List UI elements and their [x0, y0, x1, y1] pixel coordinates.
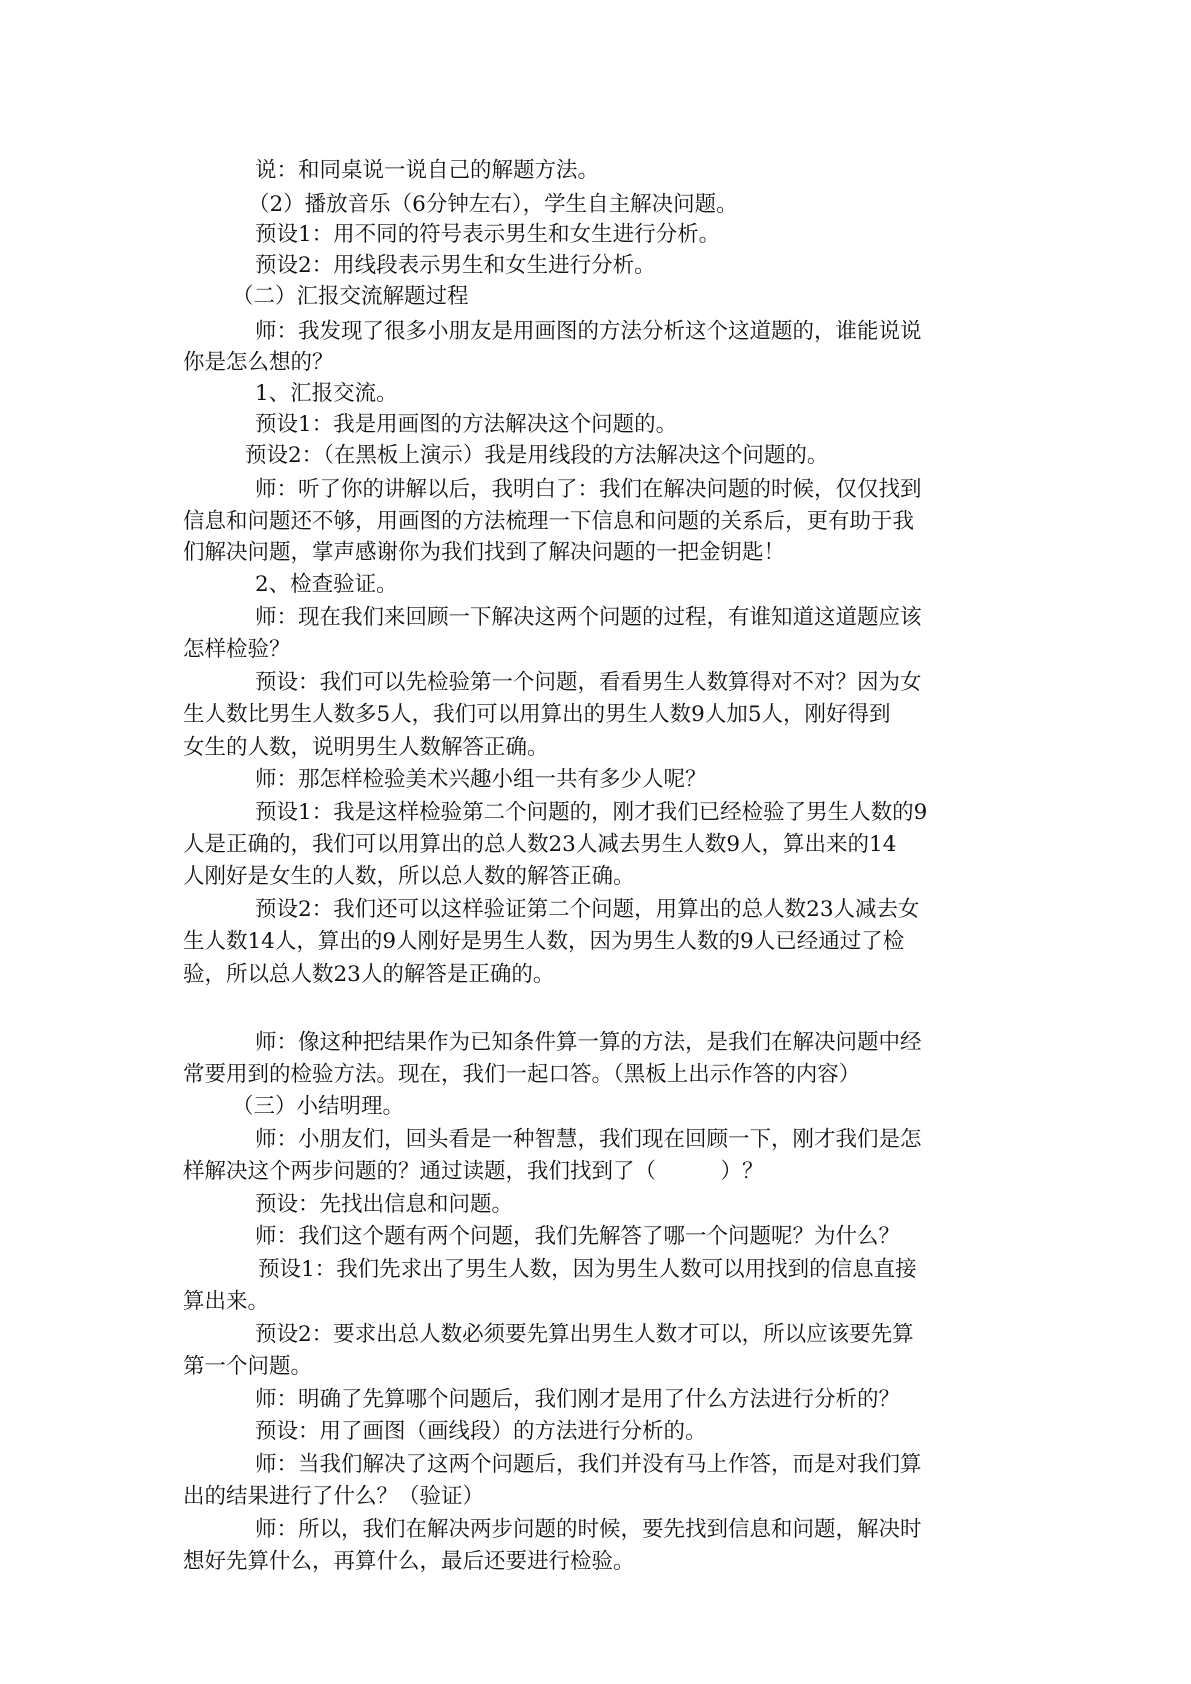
text-line: 师：明确了先算哪个问题后，我们刚才是用了什么方法进行分析的？ [255, 1387, 901, 1412]
text-line: 你是怎么想的？ [183, 350, 334, 375]
text-line: 算出来。 [183, 1289, 270, 1314]
text-line: 女生的人数，说明男生人数解答正确。 [183, 735, 549, 760]
text-line: 1、汇报交流。 [255, 381, 398, 406]
text-line: 生人数14人，算出的9人刚好是男生人数，因为男生人数的9人已经通过了检 [183, 929, 905, 954]
text-line: 预设1：我是用画图的方法解决这个问题的。 [255, 412, 678, 437]
section-heading: （三）小结明理。 [232, 1094, 405, 1119]
text-line: 样解决这个两步问题的？通过读题，我们找到了（ ）？ [183, 1159, 764, 1184]
text-line: 预设2：我们还可以这样验证第二个问题，用算出的总人数23人减去女 [255, 897, 920, 922]
text-line: 人刚好是女生的人数，所以总人数的解答正确。 [183, 864, 635, 889]
text-line: 想好先算什么，再算什么，最后还要进行检验。 [183, 1549, 635, 1574]
text-line: 们解决问题，掌声感谢你为我们找到了解决问题的一把金钥匙！ [183, 540, 786, 565]
text-line: 生人数比男生人数多5人，我们可以用算出的男生人数9人加5人，刚好得到 [183, 702, 891, 727]
text-line: 预设2：用线段表示男生和女生进行分析。 [255, 253, 656, 278]
text-line: 说：和同桌说一说自己的解题方法。 [255, 158, 600, 183]
text-line: 预设：我们可以先检验第一个问题，看看男生人数算得对不对？因为女 [255, 670, 922, 695]
text-line: 师：像这种把结果作为已知条件算一算的方法，是我们在解决问题中经 [255, 1030, 922, 1055]
text-line: 师：当我们解决了这两个问题后，我们并没有马上作答，而是对我们算 [255, 1452, 922, 1477]
text-line: 预设：用了画图（画线段）的方法进行分析的。 [255, 1419, 707, 1444]
text-line: 师：现在我们来回顾一下解决这两个问题的过程，有谁知道这道题应该 [255, 605, 922, 630]
section-heading: （二）汇报交流解题过程 [232, 284, 469, 309]
text-line: 预设1：用不同的符号表示男生和女生进行分析。 [255, 222, 721, 247]
text-line: 怎样检验？ [183, 637, 291, 662]
text-line: 第一个问题。 [183, 1354, 313, 1379]
text-line: 预设2：（在黑板上演示）我是用线段的方法解决这个问题的。 [245, 443, 829, 468]
text-line: 师：我发现了很多小朋友是用画图的方法分析这个这道题的，谁能说说 [255, 319, 922, 344]
text-line: 师：小朋友们，回头看是一种智慧，我们现在回顾一下，刚才我们是怎 [255, 1127, 922, 1152]
text-line: 常要用到的检验方法。现在，我们一起口答。（黑板上出示作答的内容） [183, 1062, 861, 1087]
text-line: 师：我们这个题有两个问题，我们先解答了哪一个问题呢？为什么？ [255, 1224, 901, 1249]
text-line: （2）播放音乐（6分钟左右），学生自主解决问题。 [248, 192, 738, 217]
text-line: 预设2：要求出总人数必须要先算出男生人数才可以，所以应该要先算 [255, 1322, 914, 1347]
text-line: 验，所以总人数23人的解答是正确的。 [183, 962, 555, 987]
text-line: 师：所以，我们在解决两步问题的时候，要先找到信息和问题，解决时 [255, 1517, 922, 1542]
text-line: 2、检查验证。 [255, 572, 398, 597]
text-line: 师：听了你的讲解以后，我明白了：我们在解决问题的时候，仅仅找到 [255, 477, 922, 502]
text-line: 信息和问题还不够，用画图的方法梳理一下信息和问题的关系后，更有助于我 [183, 509, 915, 534]
text-line: 预设1：我是这样检验第二个问题的，刚才我们已经检验了男生人数的9 [255, 800, 928, 825]
text-line: 预设1：我们先求出了男生人数，因为男生人数可以用找到的信息直接 [258, 1257, 917, 1282]
text-line: 出的结果进行了什么？（验证） [183, 1484, 485, 1509]
text-line: 师：那怎样检验美术兴趣小组一共有多少人呢？ [255, 767, 707, 792]
text-line: 人是正确的，我们可以用算出的总人数23人减去男生人数9人，算出来的14 [183, 832, 897, 857]
text-line: 预设：先找出信息和问题。 [255, 1192, 514, 1217]
